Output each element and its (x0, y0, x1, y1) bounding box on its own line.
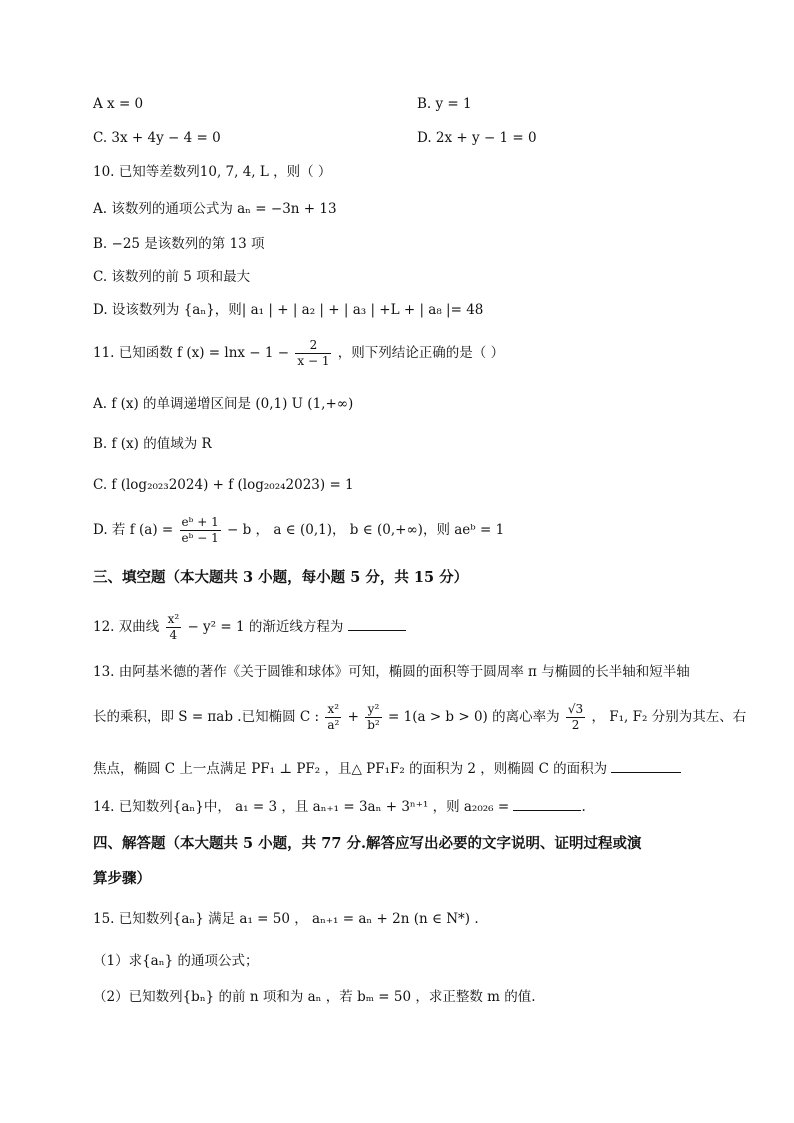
question-15-stem: 15. 已知数列{aₙ} 满足 a₁ = 50 ， aₙ₊₁ = aₙ + 2n (n ∈ N*) . (93, 911, 479, 927)
question-14: 14. 已知数列{aₙ}中， a₁ = 3 ，且 aₙ₊₁ = 3aₙ + 3ⁿ⁺¹ ，则 a₂₀₂₆ = . (93, 796, 586, 817)
option-9c: C. 3x + 4y − 4 = 0 (93, 130, 221, 146)
option-11b: B. f (x) 的值域为 R (93, 436, 212, 452)
answer-blank (611, 758, 681, 773)
fraction: $\frac{\text{y²}}{\text{b²}}$ (367, 702, 380, 732)
answer-blank (513, 796, 581, 811)
question-15-part2: （2）已知数列{bₙ} 的前 n 项和为 aₙ ，若 bₘ = 50 ，求正整数 m 的值. (93, 989, 536, 1005)
section-heading-solutions-cont: 算步骤） (93, 870, 151, 887)
option-11d: D. 若 f (a) = $\frac{\text{eᵇ + 1}}{\text{eᵇ − 1}}$ − b ， a ∈ (0,1)， b ∈ (0,+∞)，则 aeᵇ = 1 (93, 515, 505, 545)
section-heading-fill-in: 三、填空题（本大题共 3 小题，每小题 5 分，共 15 分） (93, 569, 469, 586)
question-13-line2: 长的乘积，即 S = πab .已知椭圆 C : $\frac{\text{x²}}{\text{a²}}$ + $\frac{\text{y²}}{\text{b²}}$ = 1(a > b > 0) 的离心率为 $\frac{√3}{2}$ ， F₁, F₂ 分别为其左、右 (93, 702, 747, 732)
option-9d: D. 2x + y − 1 = 0 (417, 130, 537, 146)
question-13-line3: 焦点，椭圆 C 上一点满足 PF₁ ⊥ PF₂ ，且△ PF₁F₂ 的面积为 2 ，则椭圆 C 的面积为 (93, 758, 681, 779)
option-10b: B. −25 是该数列的第 13 项 (93, 236, 265, 252)
question-11-stem: 11. 已知函数 f (x) = lnx − 1 − $\frac{2}{x - 1}$ ，则下列结论正确的是（ ） (93, 338, 505, 368)
question-15-part1: （1）求{aₙ} 的通项公式； (93, 953, 259, 969)
option-10a: A. 该数列的通项公式为 aₙ = −3n + 13 (93, 201, 337, 217)
option-11c: C. f (log₂₀₂₃2024) + f (log₂₀₂₄2023) = 1 (93, 477, 354, 493)
option-10d: D. 设该数列为 {aₙ}，则| a₁ | + | a₂ | + | a₃ | +L + | a₈ |= 48 (93, 302, 484, 318)
fraction: $\frac{\text{x²}}{\text{a²}}$ (327, 702, 340, 732)
option-9a: A x = 0 (93, 96, 144, 112)
question-12: 12. 双曲线 $\frac{\text{x²}}{4}$ − y² = 1 的渐近线方程为 (93, 612, 406, 643)
option-9b: B. y = 1 (417, 96, 472, 112)
section-heading-solutions: 四、解答题（本大题共 5 小题，共 77 分.解答应写出必要的文字说明、证明过程或演 (93, 835, 642, 852)
question-10-stem: 10. 已知等差数列10, 7, 4, L ，则（ ） (93, 164, 332, 180)
option-10c: C. 该数列的前 5 项和最大 (93, 269, 251, 285)
option-11a: A. f (x) 的单调递增区间是 (0,1) U (1,+∞) (93, 396, 354, 412)
fraction: $\frac{2}{x - 1}$ (297, 338, 330, 368)
fraction: $\frac{√3}{2}$ (567, 702, 584, 732)
fraction: $\frac{\text{x²}}{4}$ (167, 612, 180, 642)
answer-blank (348, 616, 406, 631)
fraction: $\frac{\text{eᵇ + 1}}{\text{eᵇ − 1}}$ (181, 515, 219, 545)
question-13-line1: 13. 由阿基米德的著作《关于圆锥和球体》可知，椭圆的面积等于圆周率 π 与椭圆的长半轴和短半轴 (93, 664, 690, 680)
